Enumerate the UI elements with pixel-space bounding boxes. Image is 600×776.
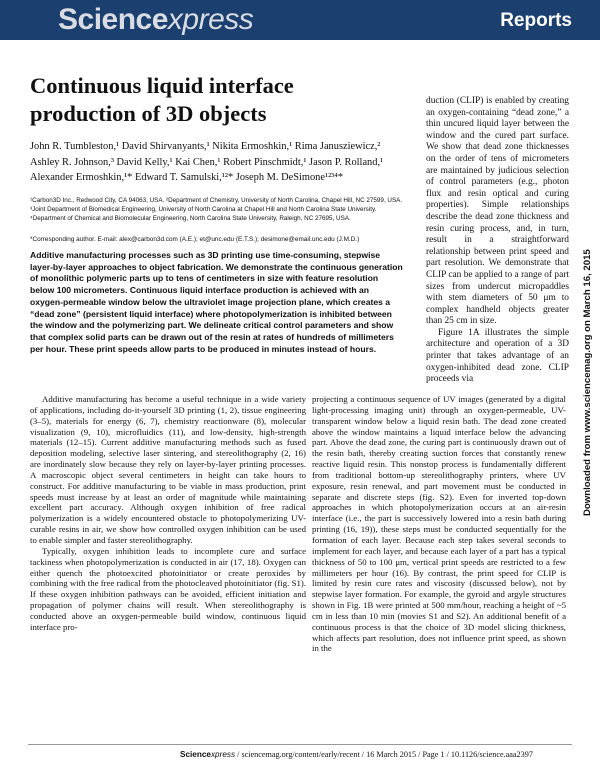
footer-citation: / sciencemag.org/content/early/recent / 16 March 2015 / Page 1 / 10.1126/science.aaa2397 [237,750,533,759]
right-column [426,96,569,386]
affiliations: ¹Carbon3D Inc., Redwood City, CA 94063, USA. ²Department of Chemistry, University of North Carolina, Chapel Hill, NC 27599, USA. ³Joint Department of Biomedical Engineering, University of North Carolina at Chapel Hill and North Carolina State University. ⁴Department of Chemical and Biomolecular Engineering, North Carolina State University, Raleigh, NC 27695, USA. [30,197,403,223]
right-column-paragraph: Figure 1A illustrates the simple architecture and operation of a 3D printer that takes advantage of an oxygen-inhibited dead zone. CLIP proceeds via [426,327,569,385]
body-middle-column [312,394,566,654]
journal-header-bar [0,0,600,40]
download-watermark: Downloaded from www.sciencemag.org on March 16, 2015 [582,249,593,516]
body-paragraph: projecting a continuous sequence of UV images (generated by a digital light-processing imaging unit) through an oxygen-permeable, UV-transparent window below a liquid resin bath. The dead zone created above the window maintains a liquid interface below the advancing part. Above the dead zone, the curing part is continuously drawn out of the resin bath, thereby creating suction forces that constantly renew reactive liquid resin. This nonstop process is fundamentally different from traditional bottom-up stereolithography printers, where UV exposure, resin renewal, and part movement must be conducted in separate and discrete steps (fig. S2). Even for inverted top-down approaches in which photopolymerization occurs at an air-resin interface (i.e., the part is successively lowered into a resin bath during printing (16, 19)), these steps must be conducted sequentially for the formation of each layer. Because each step takes several seconds to implement for each layer, and because each layer of a part has a typical thickness of 50 to 100 μm, vertical print speeds are restricted to a few millimeters per hour (16). By contrast, the print speed for CLIP is limited by resin cure rates and viscosity (discussed below), not by stepwise layer formation. For example, the gyroid and argyle structures shown in Fig. 1B were printed at 500 mm/hour, reaching a height of ~5 cm in less than 10 min (movies S1 and S2). An additional benefit of a continuous process is that the choice of 3D model slicing thickness, which affects part resolution, does not influence print speed, as shown in the [312,394,566,654]
abstract: Additive manufacturing processes such as 3D printing use time-consuming, stepwise layer-by-layer approaches to object fabrication. We demonstrate the continuous generation of monolithic polymeric parts up to tens of centimeters in size with feature resolution below 100 micrometers. Continuous liquid interface production is achieved with an oxygen-permeable window below the ultraviolet image projection plane, which creates a “dead zone” (persistent liquid interface) where photopolymerization is inhibited between the window and the polymerizing part. We delineate critical control parameters and show that complex solid parts can be drawn out of the resin at rates of hundreds of millimeters per hour. These print speeds allow parts to be produced in minutes instead of hours. [30,250,403,354]
corresponding-author: *Corresponding author. E-mail: alex@carbon3d.com (A.E.); et@unc.edu (E.T.S.); desimone@email.unc.edu (J.M.D.) [30,236,360,243]
article-title: Continuous liquid interface production of 3D objects [30,73,294,126]
body-left-column [30,394,306,633]
page-footer: Sciencexpress / sciencemag.org/content/early/recent / 16 March 2015 / Page 1 / 10.1126/science.aaa2397 [180,750,533,759]
section-label: Reports [500,10,572,31]
body-paragraph: Typically, oxygen inhibition leads to incomplete cure and surface tackiness when photopolymerization is conducted in air (17, 18). Oxygen can either quench the photoexcited photoinitiator or create peroxides by combining with the free radical from the photocleaved photoinitiator (fig. S1). If these oxygen inhibition pathways can be avoided, efficient initiation and propagation of polymer chains will result. When stereolithography is conducted above an oxygen-permeable build window, continuous liquid interface pro- [30,545,306,632]
journal-logo: Sciencexpress [58,3,254,36]
right-column-paragraph: duction (CLIP) is enabled by creating an oxygen-containing “dead zone,” a thin uncured liquid layer between the window and the cured part surface. We show that dead zone thicknesses on the order of tens of micrometers are maintained by judicious selection of control parameters (e.g., photon flux and resin optical and curing properties). Simple relationships describe the dead zone thickness and resin curing process, and, in turn, result in a straightforward relationship between print speed and part resolution. We demonstrate that CLIP can be applied to a range of part sizes from undercut micropaddles with stem diameters of 50 μm to complex handheld objects greater than 25 cm in size. [426,96,569,327]
author-list: John R. Tumbleston,¹ David Shirvanyants,¹ Nikita Ermoshkin,¹ Rima Janusziewicz,² Ashley R. Johnson,³ David Kelly,¹ Kai Chen,¹ Robert Pinschmidt,¹ Jason P. Rolland,¹ Alexander Ermoshkin,¹* Edward T. Samulski,¹²* Joseph M. DeSimone¹²³⁴* [30,141,384,184]
footer-divider [28,744,572,745]
body-paragraph: Additive manufacturing has become a useful technique in a wide variety of applications, including do-it-yourself 3D printing (1, 2), tissue engineering (3–5), materials for energy (6, 7), chemistry reactionware (8), molecular visualization (9, 10), microfluidics (11), and low-density, high-strength materials (12–15). Current additive manufacturing methods such as fused deposition modeling, selective laser sintering, and stereolithography (2, 16) are inordinately slow because they rely on layer-by-layer printing processes. A macroscopic object several centimeters in height can take hours to construct. For additive manufacturing to be viable in mass production, print speeds must increase by at least an order of magnitude while maintaining excellent part accuracy. Although oxygen inhibition of free radical polymerization is a widely encountered obstacle to photopolymerizing UV-curable resins in air, we show how controlled oxygen inhibition can be used to enable simpler and faster stereolithography. [30,394,306,545]
